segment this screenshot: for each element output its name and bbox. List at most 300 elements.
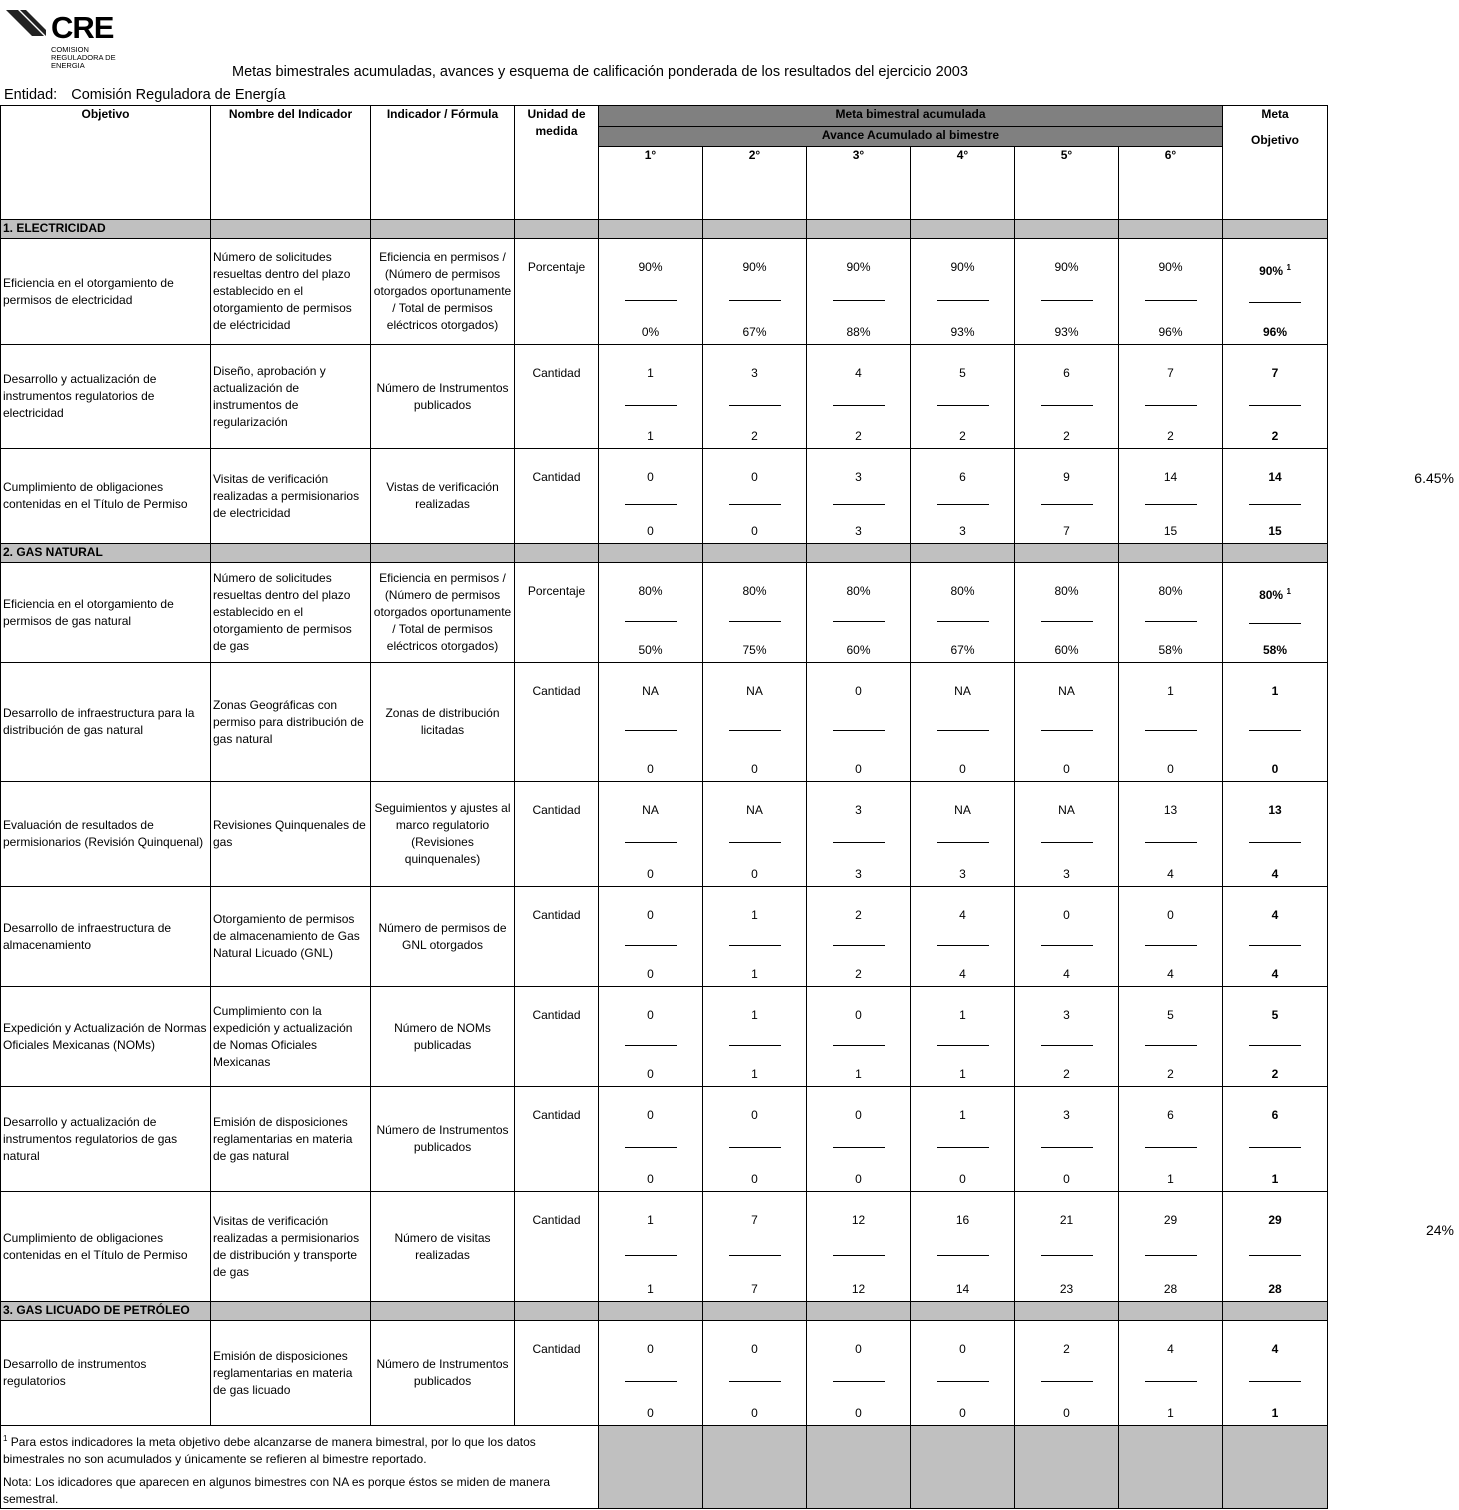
bimestre-cell: [807, 239, 911, 345]
unidad-cell: Cantidad: [515, 1192, 599, 1302]
avance-value: 60%: [1054, 643, 1079, 657]
bimestre-cell: [1119, 782, 1223, 887]
meta-value: [959, 469, 966, 486]
fraction-line: [1041, 1147, 1093, 1148]
meta-value-text: NA: [746, 803, 763, 817]
fraction-line: [1249, 842, 1301, 843]
footer-fill: [807, 1426, 911, 1509]
objetivo-cell: Cumplimiento de obligaciones contenidas en el Título de Permiso: [1, 449, 211, 544]
meta-value-text: 5: [1167, 1008, 1174, 1022]
value-fraction: [705, 1321, 804, 1424]
formula-cell: Número de Instrumentos publicados: [371, 1087, 515, 1192]
avance-value: 2: [959, 429, 966, 443]
avance-value: 0: [1271, 762, 1279, 776]
value-fraction: [809, 1321, 908, 1424]
meta-value: [1167, 907, 1174, 924]
meta-value: [959, 1341, 966, 1358]
objetivo-cell: Desarrollo de infraestructura de almacenamiento: [1, 887, 211, 987]
nombre-cell: Revisiones Quinquenales de gas: [211, 782, 371, 887]
meta-value-text: 1: [647, 366, 654, 380]
avance-value: 3: [855, 524, 862, 538]
fraction-line: [937, 730, 989, 731]
meta-value-text: NA: [746, 684, 763, 698]
meta-value-text: 90%: [846, 260, 871, 274]
bimestre-cell: [1015, 563, 1119, 663]
value-fraction: [601, 563, 700, 661]
fraction-line: [937, 504, 989, 505]
unidad-cell: Cantidad: [515, 1321, 599, 1426]
avance-value: 0: [647, 867, 654, 881]
fraction-line: [1041, 1045, 1093, 1046]
meta-value-text: 4: [1271, 1342, 1279, 1356]
fraction-line: [729, 621, 781, 622]
avance-value: 1: [1271, 1172, 1279, 1186]
meta-value-text: 16: [955, 1213, 970, 1227]
avance-value: 0: [855, 1172, 862, 1186]
bimestre-cell: [911, 887, 1015, 987]
value-fraction: [1121, 782, 1220, 885]
value-fraction: [601, 239, 700, 343]
value-fraction: [601, 987, 700, 1085]
bimestre-cell: [703, 663, 807, 782]
fraction-line: [1041, 405, 1093, 406]
bimestre-cell: [703, 449, 807, 544]
avance-value: 0%: [641, 325, 660, 339]
bimestre-cell: [911, 1321, 1015, 1426]
avance-value: 15: [1268, 524, 1282, 538]
avance-value: 4: [959, 967, 966, 981]
avance-value: 3: [1063, 867, 1070, 881]
bimestre-cell: [807, 987, 911, 1087]
meta-footnote-mark: 1: [1286, 587, 1291, 596]
section-fill: [371, 544, 515, 563]
meta-value-text: 7: [1271, 366, 1279, 380]
fraction-line: [1249, 302, 1301, 303]
value-fraction: [809, 1192, 908, 1300]
nombre-cell: Diseño, aprobación y actualización de instrumentos de regularización: [211, 345, 371, 449]
fraction-line: [937, 1381, 989, 1382]
bimestre-cell: [911, 449, 1015, 544]
avance-value: 0: [1063, 1406, 1070, 1420]
value-fraction: [809, 1087, 908, 1190]
fraction-line: [1145, 1147, 1197, 1148]
value-fraction: [913, 987, 1012, 1085]
section-fill: [1119, 544, 1223, 563]
bimestre-cell: [1015, 449, 1119, 544]
value-fraction: [1121, 449, 1220, 542]
page-title: Metas bimestrales acumuladas, avances y esquema de calificación ponderada de los resultados del ejercicio 2003: [232, 64, 968, 80]
meta-value-text: 0: [751, 1342, 758, 1356]
bimestre-cell: [1119, 563, 1223, 663]
value-fraction: [1225, 449, 1325, 542]
meta-value: [1167, 1007, 1174, 1024]
bimestre-cell: [807, 663, 911, 782]
unidad-cell: Cantidad: [515, 449, 599, 544]
avance-value: 1: [1271, 1406, 1279, 1420]
indicator-row: [1, 782, 1328, 887]
fraction-line: [1249, 405, 1301, 406]
meta-value-text: 4: [1271, 908, 1279, 922]
meta-value-text: NA: [642, 803, 659, 817]
section-fill: [211, 544, 371, 563]
meta-value: [1268, 1212, 1281, 1229]
fraction-line: [625, 1381, 677, 1382]
bimestre-cell: [1119, 239, 1223, 345]
meta-value-text: 0: [647, 470, 654, 484]
avance-value: 1: [647, 429, 654, 443]
nombre-cell: Emisión de disposiciones reglamentarias en materia de gas licuado: [211, 1321, 371, 1426]
fraction-line: [833, 1381, 885, 1382]
avance-value: 0: [647, 967, 654, 981]
avance-value: 0: [647, 1067, 654, 1081]
formula-cell: Número de Instrumentos publicados: [371, 1321, 515, 1426]
bimestre-cell: [1119, 1192, 1223, 1302]
avance-value: 0: [751, 867, 758, 881]
meta-value-text: 0: [855, 684, 862, 698]
meta-value-text: NA: [1058, 684, 1075, 698]
fraction-line: [1145, 1381, 1197, 1382]
bimestre-cell: [703, 239, 807, 345]
section-title: 3. GAS LICUADO DE PETRÓLEO: [1, 1302, 211, 1321]
avance-value: 2: [1271, 1067, 1279, 1081]
unidad-cell: Cantidad: [515, 1087, 599, 1192]
fraction-line: [937, 1255, 989, 1256]
bimestre-cell: [1119, 887, 1223, 987]
footer-fill: [1119, 1426, 1223, 1509]
avance-value: 0: [751, 762, 758, 776]
value-fraction: [1017, 887, 1116, 985]
nombre-cell: Número de solicitudes resueltas dentro del plazo establecido en el otorgamiento de permisos de gas: [211, 563, 371, 663]
avance-value: 1: [647, 1282, 654, 1296]
avance-value: 0: [751, 1172, 758, 1186]
value-fraction: [1121, 987, 1220, 1085]
value-fraction: [1121, 563, 1220, 661]
section-fill: [599, 220, 703, 239]
bimestre-cell: [599, 663, 703, 782]
value-fraction: [913, 663, 1012, 780]
bimestre-cell: [599, 345, 703, 449]
meta-value-text: 1: [751, 1008, 758, 1022]
footnote-2: Nota: Los idicadores que aparecen en algunos bimestres con NA es porque éstos se miden de manera semestral.: [3, 1475, 550, 1506]
section-title: 2. GAS NATURAL: [1, 544, 211, 563]
meta-value-text: 90%: [638, 260, 663, 274]
meta-value: [1063, 907, 1070, 924]
section-fill: [211, 1302, 371, 1321]
meta-value: [1054, 259, 1078, 276]
avance-value: 0: [855, 762, 862, 776]
fraction-line: [625, 842, 677, 843]
avance-value: 0: [959, 762, 966, 776]
bimestre-cell: [599, 1321, 703, 1426]
bimestre-cell: [1119, 987, 1223, 1087]
value-fraction: [1017, 345, 1116, 447]
value-fraction: [913, 1087, 1012, 1190]
avance-value: 2: [1271, 429, 1279, 443]
fraction-line: [1041, 1381, 1093, 1382]
indicator-row: [1, 1321, 1328, 1426]
fraction-line: [625, 300, 677, 301]
fraction-line: [937, 405, 989, 406]
meta-value-text: 0: [647, 908, 654, 922]
meta-value-text: 80%: [1054, 584, 1079, 598]
meta-objetivo-cell: [1223, 1087, 1328, 1192]
avance-value: 2: [751, 429, 758, 443]
meta-objetivo-cell: [1223, 663, 1328, 782]
fraction-line: [729, 1147, 781, 1148]
section-title: 1. ELECTRICIDAD: [1, 220, 211, 239]
indicator-row: [1, 449, 1328, 544]
meta-value: [1063, 1007, 1070, 1024]
avance-value: 1: [1167, 1406, 1174, 1420]
bimestre-cell: [807, 782, 911, 887]
meta-value: [1167, 1107, 1174, 1124]
value-fraction: [1017, 663, 1116, 780]
nombre-cell: Emisión de disposiciones reglamentarias en materia de gas natural: [211, 1087, 371, 1192]
meta-value-text: 13: [1163, 803, 1178, 817]
meta-value-text: 9: [1063, 470, 1070, 484]
value-fraction: [1225, 663, 1325, 780]
value-fraction: [913, 239, 1012, 343]
indicator-row: [1, 1192, 1328, 1302]
avance-value: 0: [647, 1172, 654, 1186]
fraction-line: [729, 300, 781, 301]
section-fill: [515, 544, 599, 563]
meta-value: [1268, 802, 1281, 819]
meta-value: [751, 1107, 758, 1124]
header-unidad: Unidad de medida: [515, 106, 599, 220]
fraction-line: [937, 300, 989, 301]
avance-value: 2: [1167, 429, 1174, 443]
value-fraction: [1121, 1087, 1220, 1190]
objetivo-cell: Expedición y Actualización de Normas Oficiales Mexicanas (NOMs): [1, 987, 211, 1087]
meta-value: [647, 1341, 654, 1358]
section-row: [1, 1302, 1328, 1321]
meta-value: [956, 1212, 969, 1229]
avance-value: 0: [751, 524, 758, 538]
avance-value: 2: [1167, 1067, 1174, 1081]
meta-value: [855, 365, 862, 382]
meta-value: [642, 683, 659, 700]
value-fraction: [1017, 449, 1116, 542]
meta-value: [742, 259, 766, 276]
meta-value: [1167, 365, 1174, 382]
meta-value-text: 1: [647, 1213, 654, 1227]
value-fraction: [1225, 987, 1325, 1085]
indicator-row: [1, 1087, 1328, 1192]
meta-value-text: 2: [855, 908, 862, 922]
fraction-line: [937, 1045, 989, 1046]
value-fraction: [601, 1087, 700, 1190]
value-fraction: [601, 1192, 700, 1300]
avance-value: 1: [855, 1067, 862, 1081]
fraction-line: [1249, 1381, 1301, 1382]
fraction-line: [833, 504, 885, 505]
value-fraction: [1121, 663, 1220, 780]
value-fraction: [913, 1192, 1012, 1300]
meta-value: [959, 1007, 966, 1024]
header-bimestre: 3°: [807, 147, 911, 220]
avance-value: 4: [1167, 967, 1174, 981]
formula-cell: Eficiencia en permisos / (Número de permisos otorgados oportunamente / Total de permisos eléctricos otorgados): [371, 239, 515, 345]
value-fraction: [809, 663, 908, 780]
bimestre-cell: [599, 987, 703, 1087]
header-bimestre: 1°: [599, 147, 703, 220]
value-fraction: [1017, 987, 1116, 1085]
avance-value: 0: [959, 1172, 966, 1186]
meta-objetivo-cell: [1223, 987, 1328, 1087]
fraction-line: [1041, 842, 1093, 843]
footer-fill: [599, 1426, 703, 1509]
value-fraction: [705, 449, 804, 542]
bimestre-cell: [1015, 987, 1119, 1087]
meta-value: [950, 259, 974, 276]
header-formula: Indicador / Fórmula: [371, 106, 515, 220]
meta-value: [1054, 583, 1078, 600]
fraction-line: [1041, 730, 1093, 731]
meta-value-text: 80%: [1158, 584, 1183, 598]
indicator-row: [1, 987, 1328, 1087]
avance-value: 1: [959, 1067, 966, 1081]
meta-value: [1272, 683, 1279, 700]
value-fraction: [1121, 887, 1220, 985]
fraction-line: [833, 405, 885, 406]
meta-value-text: 4: [959, 908, 966, 922]
meta-value-text: 0: [1167, 908, 1174, 922]
fraction-line: [729, 1381, 781, 1382]
fraction-line: [937, 621, 989, 622]
fraction-line: [729, 405, 781, 406]
unidad-cell: Cantidad: [515, 345, 599, 449]
meta-value-text: 3: [855, 470, 862, 484]
value-fraction: [601, 887, 700, 985]
meta-value-text: 0: [751, 470, 758, 484]
objetivo-cell: Desarrollo de infraestructura para la distribución de gas natural: [1, 663, 211, 782]
fraction-line: [729, 945, 781, 946]
value-fraction: [913, 563, 1012, 661]
avance-value: 96%: [1158, 325, 1183, 339]
meta-value: [959, 907, 966, 924]
unidad-cell: Porcentaje: [515, 239, 599, 345]
fraction-line: [625, 405, 677, 406]
nombre-cell: Otorgamiento de permisos de almacenamiento de Gas Natural Licuado (GNL): [211, 887, 371, 987]
fraction-line: [1145, 945, 1197, 946]
bimestre-cell: [807, 449, 911, 544]
bimestre-cell: [1119, 1087, 1223, 1192]
meta-value: [1164, 1212, 1177, 1229]
header-bimestre: 6°: [1119, 147, 1223, 220]
avance-value: 0: [855, 1406, 862, 1420]
formula-cell: Eficiencia en permisos / (Número de permisos otorgados oportunamente / Total de permisos eléctricos otorgados): [371, 563, 515, 663]
meta-value-text: 3: [1063, 1108, 1070, 1122]
nombre-cell: Número de solicitudes resueltas dentro del plazo establecido en el otorgamiento de permisos de eléctricidad: [211, 239, 371, 345]
bimestre-cell: [1015, 887, 1119, 987]
entity-label: Entidad:: [4, 87, 58, 103]
formula-cell: Número de permisos de GNL otorgados: [371, 887, 515, 987]
meta-footnote-mark: 1: [1286, 263, 1291, 272]
meta-value: [852, 1212, 865, 1229]
indicator-row: [1, 239, 1328, 345]
logo-name: CRE: [51, 10, 114, 45]
value-fraction: [705, 563, 804, 661]
avance-value: 67%: [742, 325, 767, 339]
bimestre-cell: [703, 345, 807, 449]
bimestre-cell: [807, 1321, 911, 1426]
fraction-line: [1249, 945, 1301, 946]
fraction-line: [625, 504, 677, 505]
fraction-line: [1145, 1255, 1197, 1256]
footnotes: [1, 1426, 599, 1509]
formula-cell: Número de visitas realizadas: [371, 1192, 515, 1302]
bimestre-cell: [807, 1192, 911, 1302]
fraction-line: [937, 945, 989, 946]
meta-value: [647, 365, 654, 382]
value-fraction: [1017, 1192, 1116, 1300]
value-fraction: [1017, 782, 1116, 885]
bimestre-cell: [599, 1192, 703, 1302]
avance-value: 23: [1059, 1282, 1074, 1296]
value-fraction: [1017, 1321, 1116, 1424]
meta-value-text: 3: [751, 366, 758, 380]
meta-value-text: 80%: [950, 584, 975, 598]
section-fill: [807, 220, 911, 239]
fraction-line: [1041, 1255, 1093, 1256]
fraction-line: [729, 1045, 781, 1046]
footnote-row: [1, 1426, 1328, 1509]
meta-value: [1164, 802, 1177, 819]
bimestre-cell: [807, 887, 911, 987]
indicator-row: [1, 563, 1328, 663]
bimestre-cell: [1015, 1321, 1119, 1426]
avance-value: 96%: [1262, 325, 1288, 339]
meta-value: [1063, 1107, 1070, 1124]
value-fraction: [1225, 563, 1325, 661]
avance-value: 0: [959, 1406, 966, 1420]
fraction-line: [625, 945, 677, 946]
bimestre-cell: [911, 987, 1015, 1087]
avance-value: 2: [1063, 429, 1070, 443]
meta-value: [855, 1341, 862, 1358]
nombre-cell: Zonas Geográficas con permiso para distribución de gas natural: [211, 663, 371, 782]
meta-objetivo-cell: [1223, 1321, 1328, 1426]
meta-value: [846, 259, 870, 276]
fraction-line: [937, 842, 989, 843]
meta-value-text: 1: [959, 1108, 966, 1122]
indicator-row: [1, 345, 1328, 449]
bimestre-cell: [703, 987, 807, 1087]
nombre-cell: Cumplimiento con la expedición y actualización de Nomas Oficiales Mexicanas: [211, 987, 371, 1087]
section-fill: [1119, 1302, 1223, 1321]
meta-value: [746, 802, 763, 819]
objetivo-cell: Cumplimiento de obligaciones contenidas en el Título de Permiso: [1, 1192, 211, 1302]
section-fill: [807, 1302, 911, 1321]
meta-value-text: 0: [647, 1108, 654, 1122]
value-fraction: [1225, 1321, 1325, 1424]
value-fraction: [1225, 1192, 1325, 1300]
value-fraction: [809, 345, 908, 447]
avance-value: 93%: [1054, 325, 1079, 339]
bimestre-cell: [911, 239, 1015, 345]
bimestre-cell: [1015, 663, 1119, 782]
meta-value: [647, 1107, 654, 1124]
meta-objetivo-cell: [1223, 345, 1328, 449]
meta-value-text: 0: [855, 1108, 862, 1122]
formula-cell: Número de Instrumentos publicados: [371, 345, 515, 449]
section-row: [1, 220, 1328, 239]
formula-cell: Número de NOMs publicadas: [371, 987, 515, 1087]
value-fraction: [1017, 1087, 1116, 1190]
fraction-line: [937, 1147, 989, 1148]
bimestre-cell: [599, 782, 703, 887]
